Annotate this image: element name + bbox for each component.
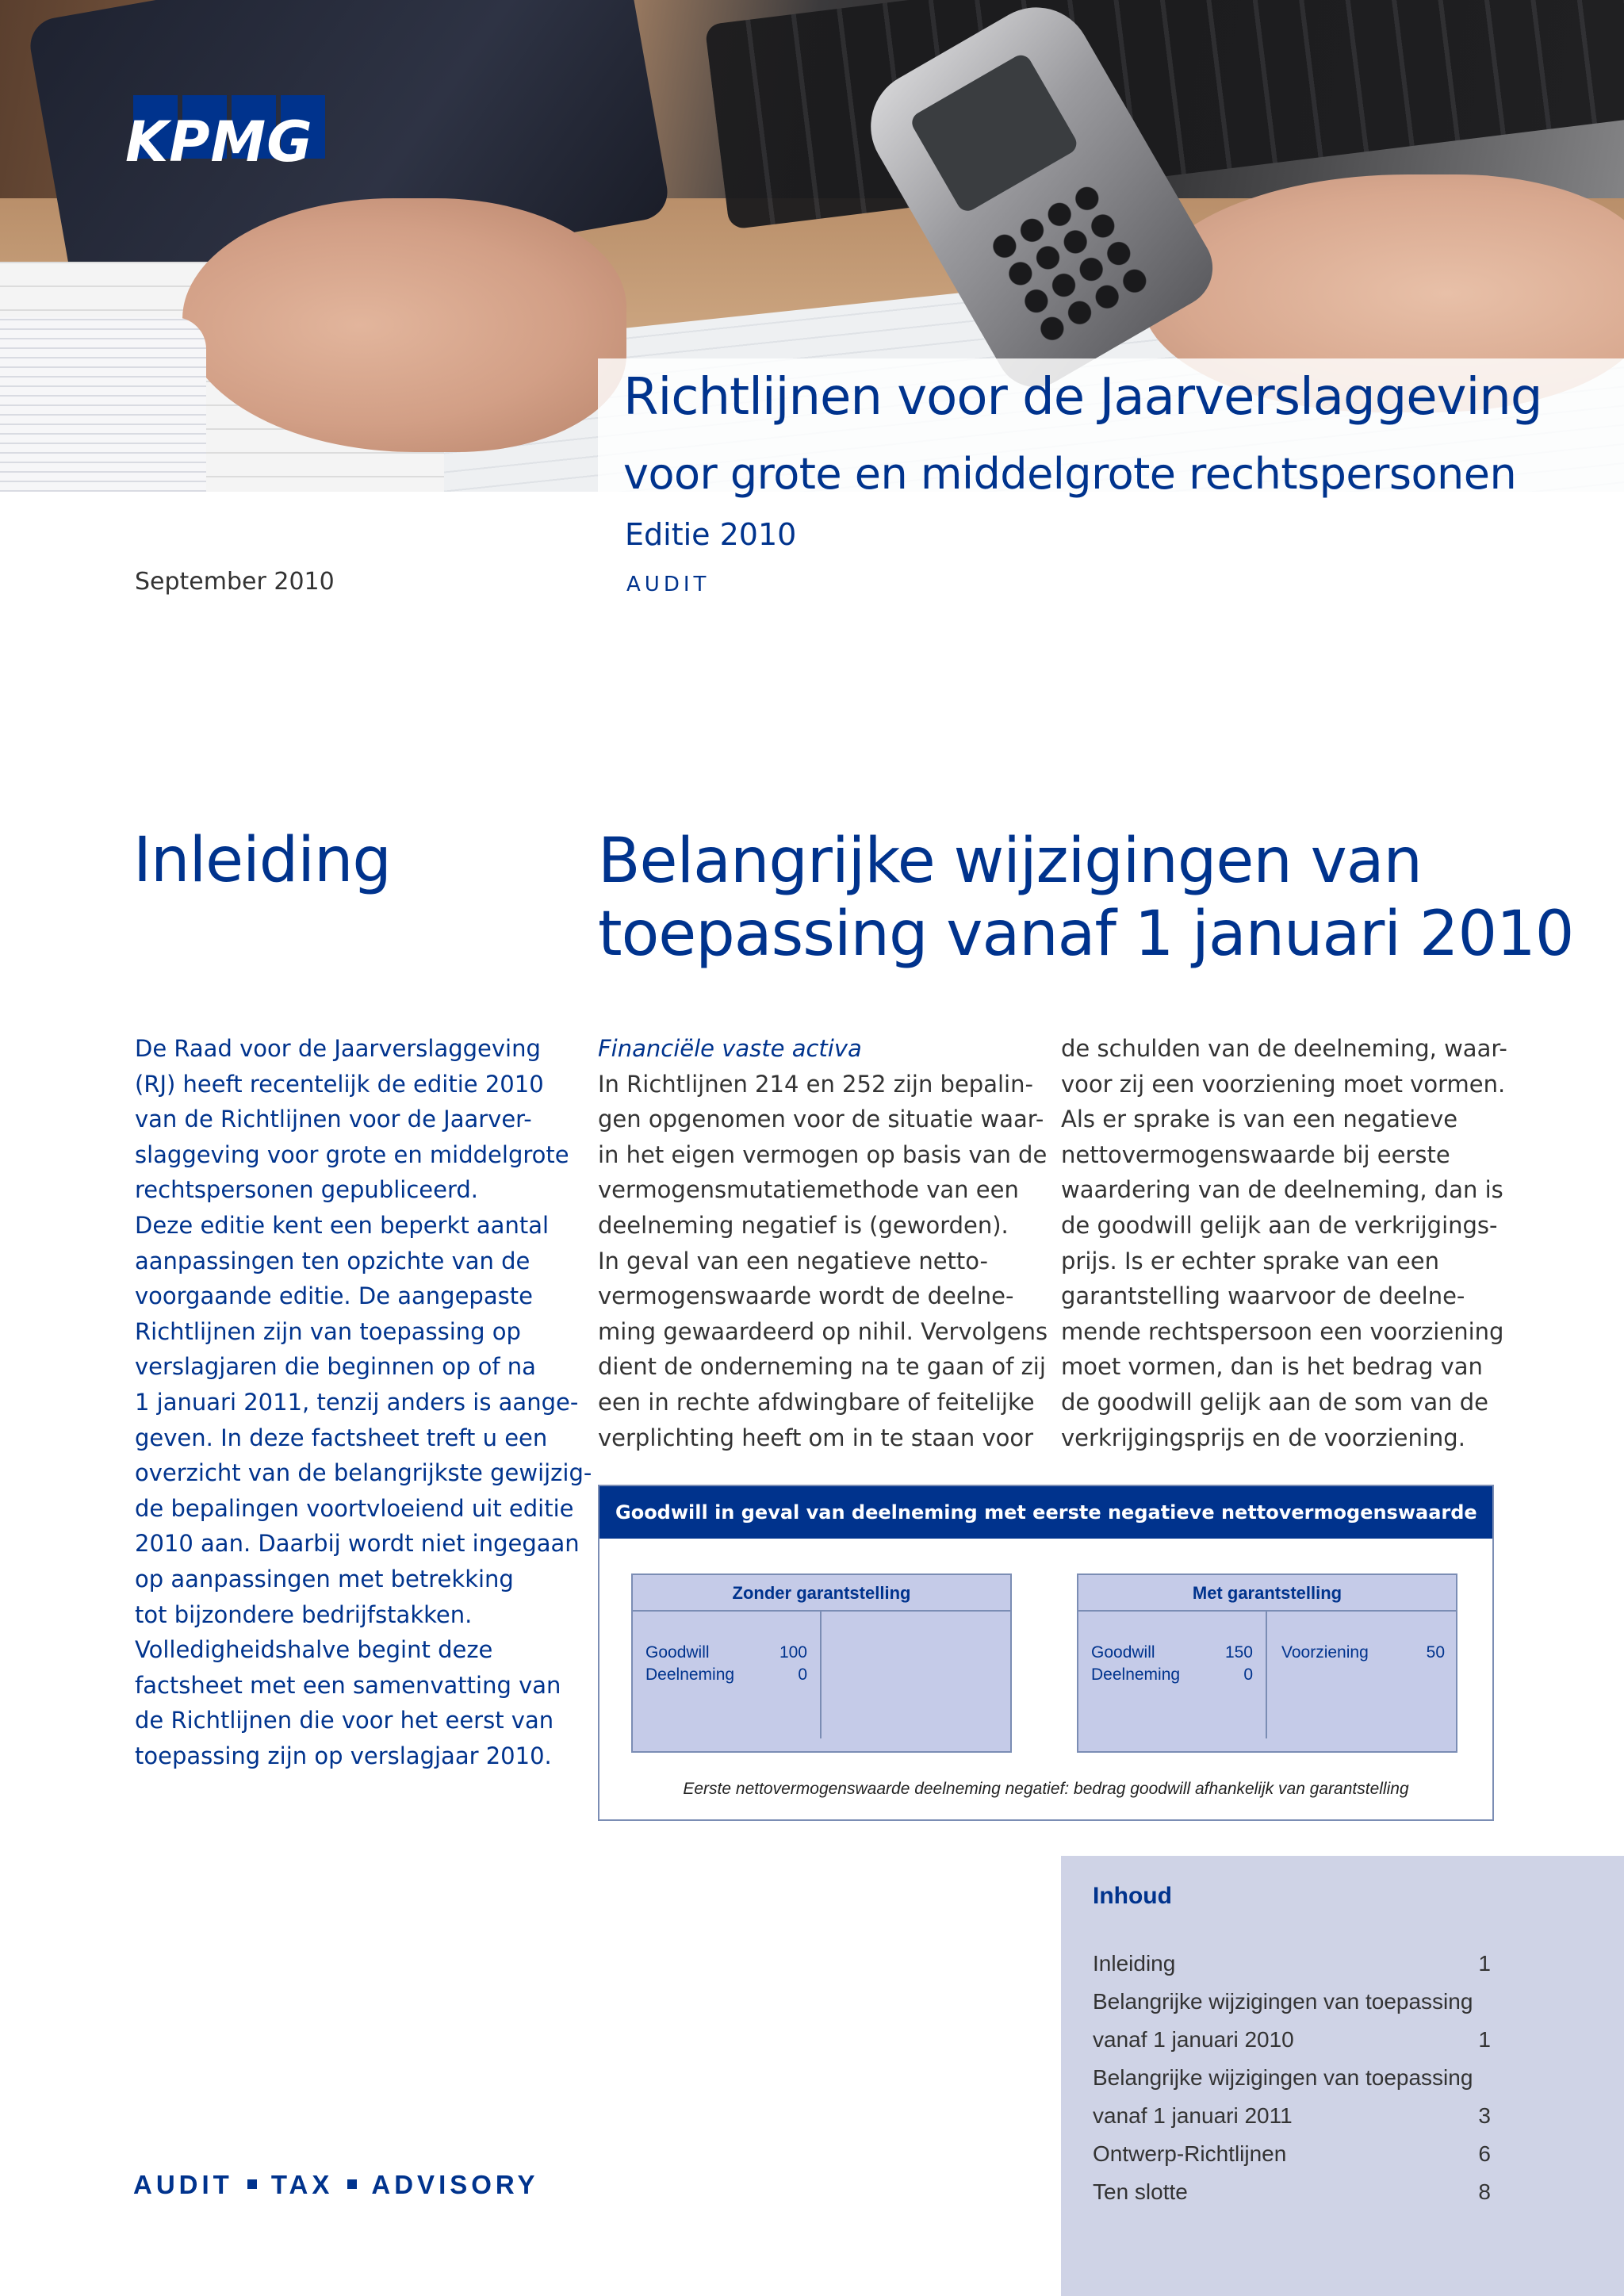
document-title: Richtlijnen voor de Jaarverslaggeving (623, 368, 1542, 427)
text-line: overzicht van de belangrijkste gewijzig- (135, 1459, 592, 1487)
publication-date: September 2010 (135, 568, 335, 596)
text-line: Richtlijnen zijn van toepassing op (135, 1317, 521, 1345)
separator-square (347, 2179, 357, 2189)
text-line: De Raad voor de Jaarverslaggeving (135, 1035, 541, 1062)
text-line: slaggeving voor grote en middelgrote (135, 1140, 569, 1168)
text-line: de bepalingen voortvloeiend uit editie (135, 1494, 574, 1522)
table-of-contents (1061, 1856, 1624, 2296)
text-line: de Richtlijnen die voor het eerst van (135, 1707, 554, 1734)
text-line: Volledigheidshalve begint deze (135, 1636, 493, 1664)
phone-keypad (983, 177, 1157, 351)
text-line: (RJ) heeft recentelijk de editie 2010 (135, 1070, 544, 1098)
text-line: een in rechte afdwingbare of feitelijke (598, 1388, 1035, 1416)
toc-item[interactable] (1093, 2059, 1489, 2097)
toc-title: Inhoud (1093, 1883, 1172, 1909)
text-line: van de Richtlijnen voor de Jaarver- (135, 1106, 532, 1133)
text-line: toepassing zijn op verslagjaar 2010. (135, 1742, 552, 1769)
service-audit: AUDIT (133, 2170, 233, 2199)
t-account-value: 0 (1243, 1665, 1253, 1684)
text-line: Als er sprake is van een negatieve (1061, 1106, 1458, 1133)
text-line: aanpassingen ten opzichte van de (135, 1247, 530, 1274)
text-line: verkrijgingsprijs en de voorziening. (1061, 1424, 1465, 1451)
toc-item[interactable] (1093, 2097, 1489, 2135)
changes-column-2 (1061, 1031, 1507, 1455)
text-line: verslagjaren die beginnen op of na (135, 1353, 536, 1381)
text-line: geven. In deze factsheet treft u een (135, 1424, 548, 1451)
figure-caption: Eerste nettovermogenswaarde deelneming negatief: bedrag goodwill afhankelijk van garantstelling (683, 1780, 1409, 1798)
t-account-header: Zonder garantstelling (633, 1575, 1010, 1612)
t-account-value: 150 (1224, 1643, 1253, 1662)
text-line: 1 januari 2011, tenzij anders is aange- (135, 1388, 579, 1416)
text-line: ming gewaardeerd op nihil. Vervolgens (598, 1317, 1048, 1345)
toc-item-label: Ontwerp-Richtlijnen (1093, 2141, 1287, 2166)
toc-item[interactable] (1093, 1945, 1489, 1983)
text-line: op aanpassingen met betrekking (135, 1565, 514, 1593)
text-line: vermogenswaarde wordt de deelne- (598, 1282, 1014, 1310)
figure-title: Goodwill in geval van deelneming met eerste negatieve nettovermogenswaarde (599, 1486, 1492, 1539)
intro-paragraph (135, 1031, 592, 1773)
service-lines (133, 2170, 539, 2200)
toc-item-page: 3 (1478, 2103, 1491, 2128)
changes-heading (598, 825, 1613, 971)
t-account-credit-value: 50 (1426, 1643, 1445, 1662)
toc-item-label: vanaf 1 januari 2011 (1093, 2103, 1293, 2128)
text-line: tot bijzondere bedrijfstakken. (135, 1600, 473, 1628)
text-line: 2010 aan. Daarbij wordt niet ingegaan (135, 1530, 580, 1558)
text-line: deelneming negatief is (geworden). (598, 1211, 1009, 1239)
separator-square (247, 2179, 257, 2189)
t-account-label: Deelneming (1091, 1665, 1181, 1684)
toc-item[interactable] (1093, 1983, 1489, 2021)
document-subtitle: voor grote en middelgrote rechtspersonen (623, 449, 1517, 499)
t-account-header: Met garantstelling (1078, 1575, 1456, 1612)
text-line: dient de onderneming na te gaan of zij (598, 1353, 1046, 1381)
kpmg-logo (125, 95, 331, 174)
toc-list (1093, 1945, 1489, 2211)
toc-item-label: vanaf 1 januari 2010 (1093, 2027, 1294, 2052)
section-subheading: Financiële vaste activa (598, 1035, 862, 1062)
toc-item-label: Belangrijke wijzigingen van toepassing (1093, 1989, 1473, 2014)
text-line: nettovermogenswaarde bij eerste (1061, 1140, 1450, 1168)
toc-item-label: Inleiding (1093, 1951, 1176, 1976)
text-line: de schulden van de deelneming, waar- (1061, 1035, 1507, 1062)
t-account-value: 0 (798, 1665, 807, 1684)
t-account-label: Goodwill (1091, 1643, 1155, 1662)
text-line: verplichting heeft om in te staan voor (598, 1424, 1034, 1451)
phone-screen (908, 52, 1080, 215)
t-account-value: 100 (779, 1643, 807, 1662)
shirt-cuff-image (0, 317, 206, 492)
t-account-divider (1266, 1612, 1267, 1738)
changes-heading-line: Belangrijke wijzigingen van (598, 826, 1422, 897)
intro-heading: Inleiding (133, 825, 391, 896)
text-line: de goodwill gelijk aan de som van de (1061, 1388, 1489, 1416)
text-line: prijs. Is er echter sprake van een (1061, 1247, 1439, 1274)
toc-item-page: 1 (1478, 1951, 1491, 1976)
toc-item-page: 1 (1478, 2027, 1491, 2052)
text-line: voor zij een voorziening moet vormen. (1061, 1070, 1506, 1098)
service-tax: TAX (270, 2170, 334, 2199)
text-line: moet vormen, dan is het bedrag van (1061, 1353, 1483, 1381)
text-line: gen opgenomen voor de situatie waar- (598, 1106, 1044, 1133)
text-line: in het eigen vermogen op basis van de (598, 1140, 1048, 1168)
t-account-divider (820, 1612, 822, 1738)
t-account-without-guarantee (631, 1573, 1012, 1753)
toc-item[interactable] (1093, 2135, 1489, 2173)
toc-item[interactable] (1093, 2021, 1489, 2059)
goodwill-figure (598, 1485, 1494, 1821)
logo-wordmark: KPMG (125, 109, 313, 174)
text-line: rechtspersonen gepubliceerd. (135, 1176, 479, 1204)
text-line: factsheet met een samenvatting van (135, 1671, 561, 1699)
toc-item-label: Belangrijke wijzigingen van toepassing (1093, 2065, 1473, 2090)
toc-item-page: 6 (1478, 2141, 1491, 2166)
toc-item[interactable] (1093, 2173, 1489, 2211)
text-line: In geval van een negatieve netto- (598, 1247, 989, 1274)
t-account-credit-label: Voorziening (1281, 1643, 1369, 1662)
changes-heading-line: toepassing vanaf 1 januari 2010 (598, 899, 1574, 971)
text-line: voorgaande editie. De aangepaste (135, 1282, 533, 1310)
text-line: waardering van de deelneming, dan is (1061, 1176, 1503, 1204)
text-line: mende rechtspersoon een voorziening (1061, 1317, 1504, 1345)
text-line: garantstelling waarvoor de deelne- (1061, 1282, 1465, 1310)
t-account-label: Goodwill (645, 1643, 710, 1662)
toc-item-page: 8 (1478, 2179, 1491, 2204)
text-line: vermogensmutatiemethode van een (598, 1176, 1019, 1204)
text-line: Deze editie kent een beperkt aantal (135, 1211, 550, 1239)
edition-label: Editie 2010 (625, 517, 797, 552)
service-advisory: ADVISORY (371, 2170, 539, 2199)
text-line: In Richtlijnen 214 en 252 zijn bepalin- (598, 1070, 1033, 1098)
text-line: de goodwill gelijk aan de verkrijgings- (1061, 1211, 1498, 1239)
t-account-label: Deelneming (645, 1665, 735, 1684)
t-account-with-guarantee (1077, 1573, 1457, 1753)
changes-column-1 (598, 1031, 1048, 1455)
toc-item-label: Ten slotte (1093, 2179, 1188, 2204)
category-label: AUDIT (626, 573, 710, 596)
